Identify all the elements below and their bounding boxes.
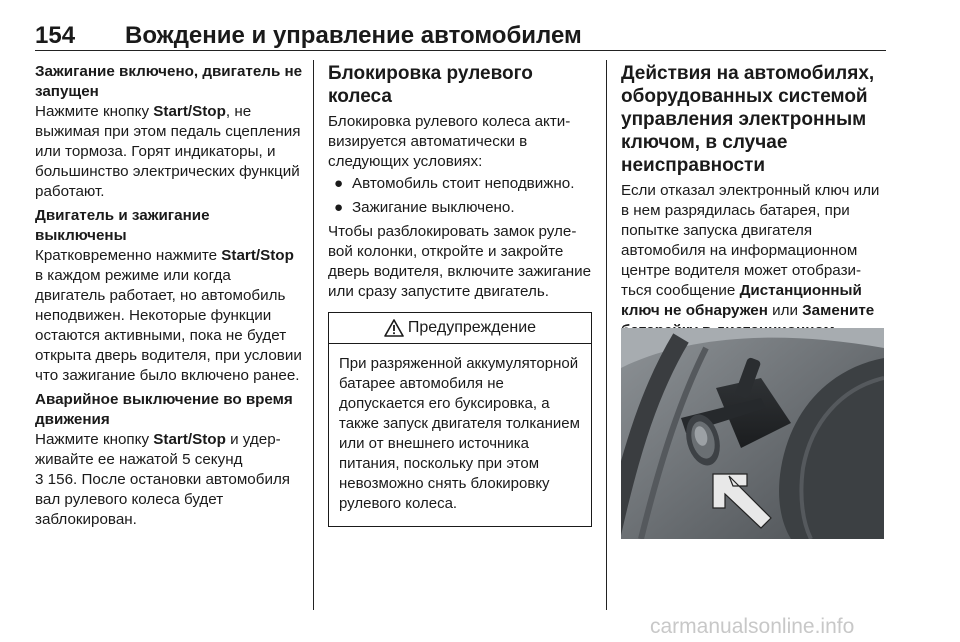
list-item-text: Автомобиль стоит неподвижно. [352,175,575,192]
warning-triangle-icon [384,319,404,337]
message-text: Замените [802,302,875,319]
column-left [35,62,303,534]
section-heading: Зажигание включено, двигатель не запущен [35,63,303,100]
text-run: в каждом режиме или когда двигатель работает, но автомобиль неподвижен. Некоторые функции остаются активными, пока не будет открыта дверь водителя, при условии что зажигание было включено ранее. [35,267,302,384]
text-run: Нажмите кнопку [35,431,154,448]
section-heading: Двигатель и зажигание выключены [35,207,210,244]
text-run: и удерживайте ее нажатой 5 секунд [35,431,281,468]
bullet-icon: ● [334,175,344,192]
section-heading: Аварийное выключение во время движения [35,391,293,428]
section-heading: Блокировка рулевого колеса [328,63,533,107]
steering-column-photo [621,328,884,539]
warning-text: При разряженной аккумуляторной батарее автомобиля не допускается его буксировка, а также запуск двигателя толканием или от внешнего источника питания, поскольку при этом невозможно снять блокировку рулевого колеса. [339,355,580,512]
bullet-list [328,174,593,218]
column-divider [313,60,314,610]
warning-header [329,313,591,344]
list-item [328,174,593,194]
page-reference-icon: 3 [35,471,44,488]
list-item-text: Зажигание выключено. [352,199,515,216]
page-number: 154 [35,22,76,49]
column-right [621,62,883,361]
page-header [35,22,886,51]
section-text: Блокировка рулевого колеса активизируется автоматически в следующих условиях: [328,113,571,170]
start-stop-label: Start/Stop [153,103,226,120]
list-item [328,198,593,218]
text-run: 156. После остановки автомобиля вал рулевого колеса будет заблокирован. [35,471,291,528]
warning-title: Предупреждение [407,319,537,336]
section-heading: Действия на автомобилях, оборудованных системой управления электронным ключом, в случае неисправности [621,63,875,176]
start-stop-label: Start/Stop [153,431,226,448]
section-text: Чтобы разблокировать замок рулевой колонки, откройте и закройте дверь водителя, включите зажигание или сразу запустите двигатель. [328,223,592,300]
message-text: Дистанционный ключ не обнаружен [621,282,862,319]
text-run: Если отказал электронный ключ или в нем разрядилась батарея, при попытке запуска двигателя автомобиля на информационном центре водителя может отобразиться сообщение [621,182,880,299]
section-text [35,430,303,530]
text-run: , не выжимая при этом педаль сцепления или тормоза. Горят индикаторы, и большинство электрических функций работают. [35,103,301,200]
column-divider [606,60,607,610]
page-title: Вождение и управление автомобилем [125,22,582,49]
start-stop-label: Start/Stop [221,247,294,264]
bullet-icon: ● [334,199,344,216]
section-text [35,102,303,202]
section-text [35,246,303,386]
watermark: carmanualsonline.info [650,615,855,638]
text-run: Кратковременно нажмите [35,247,222,264]
warning-box [328,312,592,527]
column-middle [328,62,593,527]
text-run: или [767,302,803,319]
steering-column-illustration [621,328,884,539]
text-run: Нажмите кнопку [35,103,154,120]
